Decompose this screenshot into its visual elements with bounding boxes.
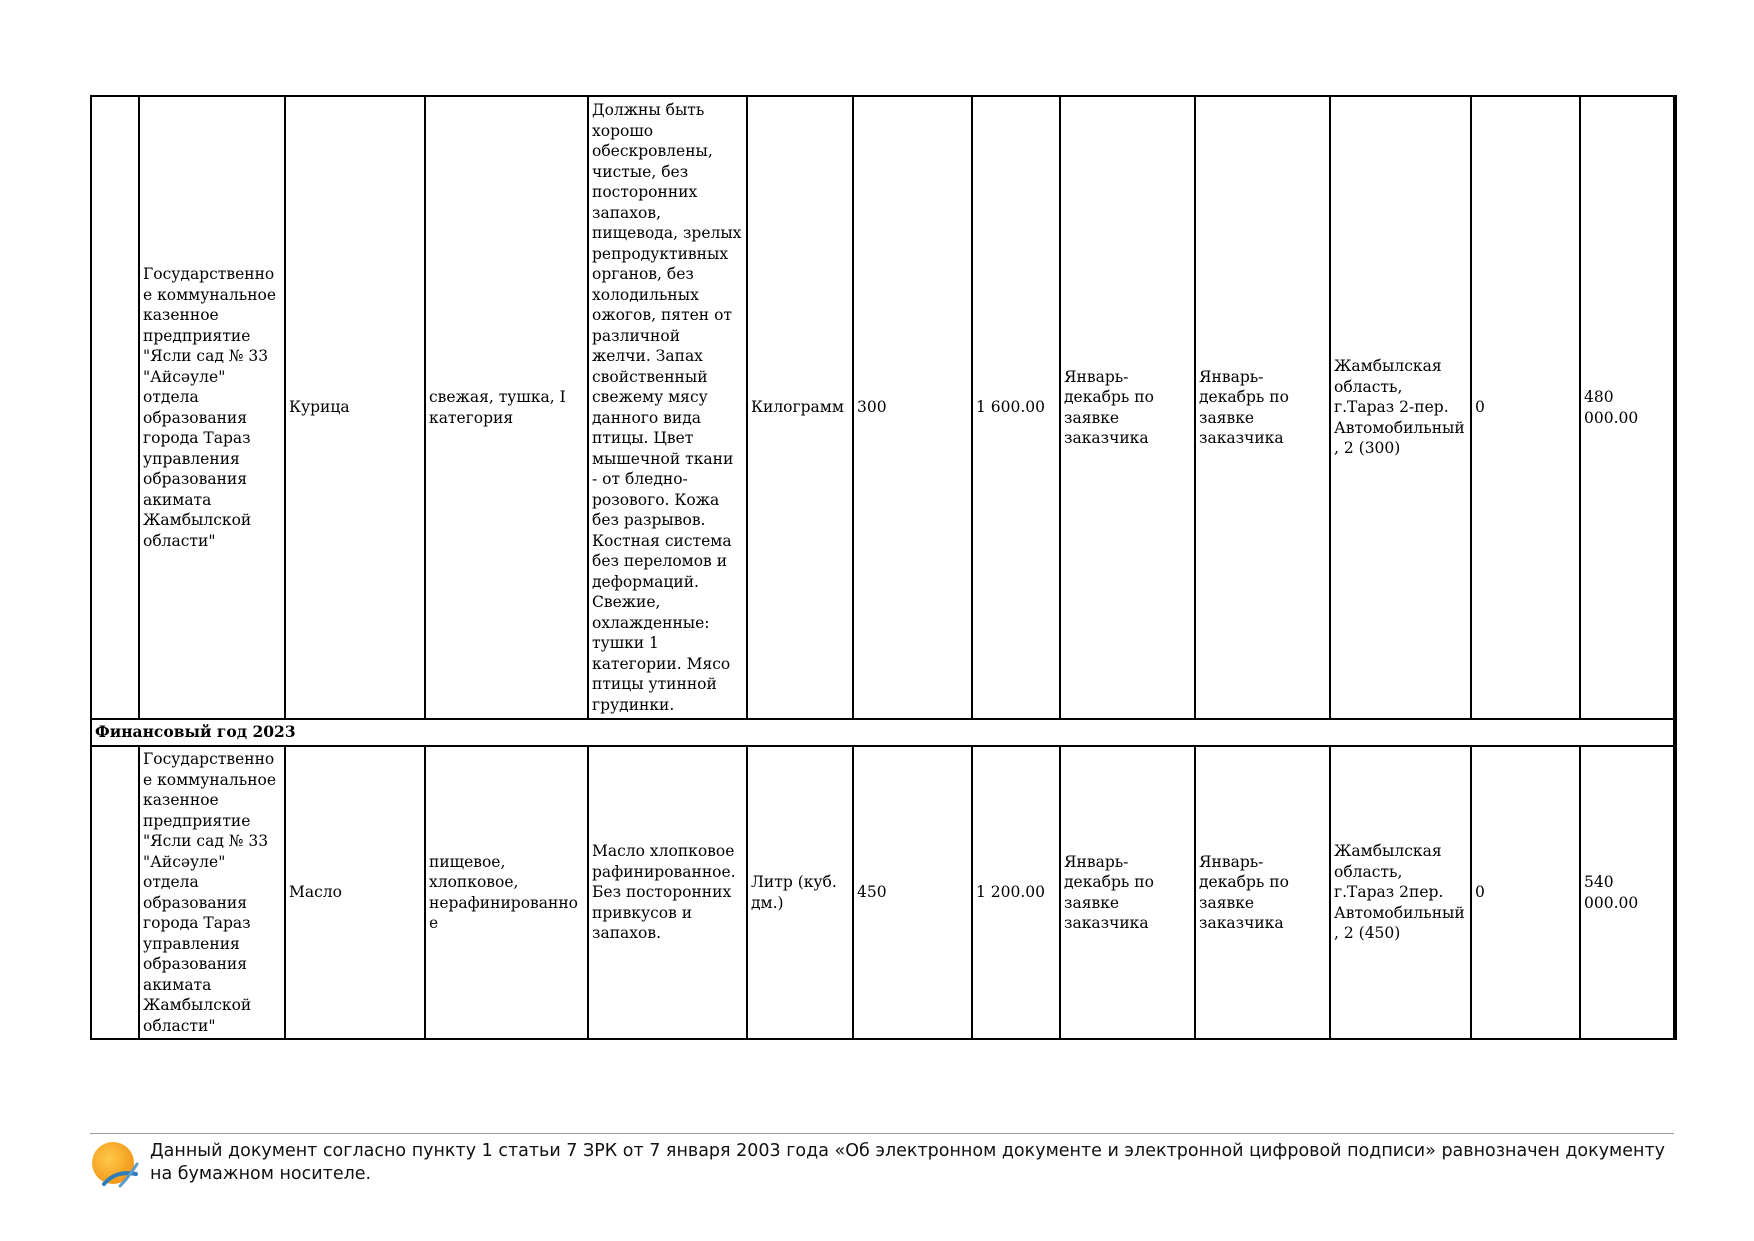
cell-total: 540 000.00 (1580, 746, 1675, 1039)
footer (90, 1140, 1674, 1190)
cell-payment-term: Январь-декабрь по заявке заказчика (1195, 746, 1330, 1039)
cell-number (91, 746, 139, 1039)
cell-total: 480 000.00 (1580, 96, 1675, 719)
cell-advance: 0 (1471, 96, 1580, 719)
cell-delivery-term: Январь-декабрь по заявке заказчика (1060, 746, 1195, 1039)
cell-quantity: 300 (853, 96, 972, 719)
cell-description: Масло хлопковое рафинированное. Без посторонних привкусов и запахов. (588, 746, 747, 1039)
cell-customer: Государственное коммунальное казенное предприятие "Ясли сад № 33 "Айсәуле" отдела образования города Тараз управления образования акимата Жамбылской области" (139, 746, 285, 1039)
cell-item-name: Масло (285, 746, 425, 1039)
cell-characteristics: свежая, тушка, I категория (425, 96, 588, 719)
cell-customer: Государственное коммунальное казенное предприятие "Ясли сад № 33 "Айсәуле" отдела образования города Тараз управления образования акимата Жамбылской области" (139, 96, 285, 719)
table-row (91, 96, 1675, 719)
fiscal-year-row (91, 719, 1675, 746)
cell-number (91, 96, 139, 719)
fiscal-year-label: Финансовый год 2023 (91, 719, 1675, 746)
cell-payment-term: Январь-декабрь по заявке заказчика (1195, 96, 1330, 719)
cell-item-name: Курица (285, 96, 425, 719)
cell-quantity: 450 (853, 746, 972, 1039)
cell-delivery-place: Жамбылская область, г.Тараз 2-пер. Автомобильный, 2 (300) (1330, 96, 1471, 719)
cell-delivery-term: Январь-декабрь по заявке заказчика (1060, 96, 1195, 719)
table-row (91, 746, 1675, 1039)
egov-sun-logo-icon (90, 1140, 140, 1190)
procurement-table (90, 95, 1677, 1040)
footer-divider (90, 1133, 1674, 1134)
cell-characteristics: пищевое, хлопковое, нерафинированное (425, 746, 588, 1039)
cell-price: 1 200.00 (972, 746, 1060, 1039)
cell-description: Должны быть хорошо обескровлены, чистые, без посторонних запахов, пищевода, зрелых репродуктивных органов, без холодильных ожогов, пятен от различной желчи. Запах свойственный свежему мясу данного вида птицы. Цвет мышечной ткани - от бледно-розового. Кожа без разрывов. Костная система без переломов и деформаций. Свежие, охлажденные: тушки 1 категории. Мясо птицы утинной грудинки. (588, 96, 747, 719)
cell-unit: Литр (куб. дм.) (747, 746, 853, 1039)
cell-unit: Килограмм (747, 96, 853, 719)
cell-price: 1 600.00 (972, 96, 1060, 719)
cell-advance: 0 (1471, 746, 1580, 1039)
legal-notice-text: Данный документ согласно пункту 1 статьи 7 ЗРК от 7 января 2003 года «Об электронном документе и электронной цифровой подписи» равнозначен документу на бумажном носителе. (150, 1141, 1666, 1184)
cell-delivery-place: Жамбылская область, г.Тараз 2пер. Автомобильный, 2 (450) (1330, 746, 1471, 1039)
